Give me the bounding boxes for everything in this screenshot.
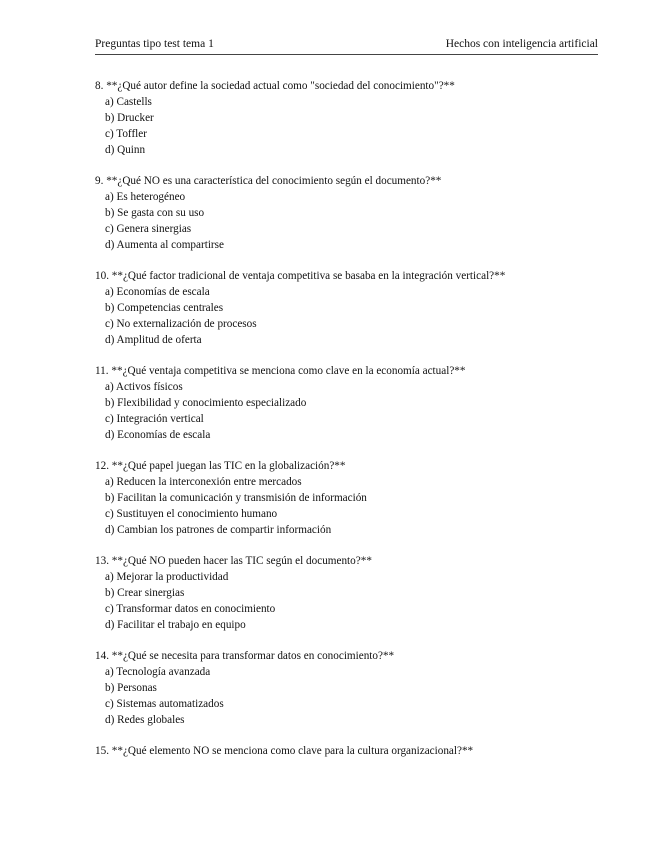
question-title (95, 743, 615, 759)
question-block (95, 648, 615, 728)
question-block (95, 78, 615, 158)
answer-option: c) No externalización de procesos (105, 318, 257, 330)
question-text: **¿Qué se necesita para transformar datos en conocimiento?** (111, 650, 395, 662)
question-number: 9. (95, 175, 104, 187)
answer-option: b) Facilitan la comunicación y transmisión de información (105, 492, 367, 504)
question-text: **¿Qué papel juegan las TIC en la globalización?** (111, 460, 346, 472)
question-title (95, 458, 615, 474)
question-block (95, 743, 615, 759)
answer-option: d) Aumenta al compartirse (105, 239, 224, 251)
question-title (95, 363, 615, 379)
question-text: **¿Qué autor define la sociedad actual como "sociedad del conocimiento"?** (106, 80, 455, 92)
question-number: 13. (95, 555, 109, 567)
question-text: **¿Qué factor tradicional de ventaja competitiva se basaba en la integración vertical?** (111, 270, 506, 282)
answer-option: a) Reducen la interconexión entre mercados (105, 476, 302, 488)
header-right-title: Hechos con inteligencia artificial (445, 38, 598, 50)
question-text: **¿Qué NO pueden hacer las TIC según el documento?** (111, 555, 372, 567)
question-number: 15. (95, 745, 109, 757)
answer-option: c) Integración vertical (105, 413, 204, 425)
question-number: 12. (95, 460, 109, 472)
header-left-title: Preguntas tipo test tema 1 (95, 38, 214, 50)
question-block (95, 553, 615, 633)
answer-option: a) Tecnología avanzada (105, 666, 211, 678)
question-number: 8. (95, 80, 104, 92)
answer-option: c) Genera sinergias (105, 223, 192, 235)
answer-option: a) Economías de escala (105, 286, 210, 298)
header-divider (95, 54, 598, 55)
page-header (95, 38, 598, 54)
answer-option: d) Amplitud de oferta (105, 334, 202, 346)
answer-option: c) Sistemas automatizados (105, 698, 224, 710)
question-block (95, 173, 615, 253)
answer-option: a) Mejorar la productividad (105, 571, 229, 583)
answer-option: c) Sustituyen el conocimiento humano (105, 508, 278, 520)
answer-option: c) Transformar datos en conocimiento (105, 603, 276, 615)
question-text: **¿Qué elemento NO se menciona como clave para la cultura organizacional?** (111, 745, 474, 757)
question-number: 14. (95, 650, 109, 662)
answer-option: b) Crear sinergias (105, 587, 185, 599)
answer-option: d) Quinn (105, 144, 146, 156)
answer-option: d) Redes globales (105, 714, 185, 726)
answer-option: b) Se gasta con su uso (105, 207, 205, 219)
question-number: 10. (95, 270, 109, 282)
question-text: **¿Qué ventaja competitiva se menciona como clave en la economía actual?** (111, 365, 466, 377)
answer-option: c) Toffler (105, 128, 147, 140)
question-title (95, 268, 615, 284)
answer-option: b) Flexibilidad y conocimiento especializado (105, 397, 307, 409)
question-list (95, 78, 615, 774)
question-text: **¿Qué NO es una característica del conocimiento según el documento?** (106, 175, 442, 187)
question-title (95, 553, 615, 569)
answer-option: b) Personas (105, 682, 157, 694)
question-title (95, 648, 615, 664)
answer-option: a) Activos físicos (105, 381, 183, 393)
answer-option: a) Castells (105, 96, 152, 108)
question-block (95, 268, 615, 348)
answer-option: d) Economías de escala (105, 429, 211, 441)
answer-option: b) Competencias centrales (105, 302, 224, 314)
question-number: 11. (95, 365, 109, 377)
question-title (95, 173, 615, 189)
answer-option: d) Cambian los patrones de compartir información (105, 524, 332, 536)
answer-option: d) Facilitar el trabajo en equipo (105, 619, 246, 631)
question-title (95, 78, 615, 94)
answer-option: b) Drucker (105, 112, 154, 124)
answer-option: a) Es heterogéneo (105, 191, 186, 203)
question-block (95, 363, 615, 443)
question-block (95, 458, 615, 538)
